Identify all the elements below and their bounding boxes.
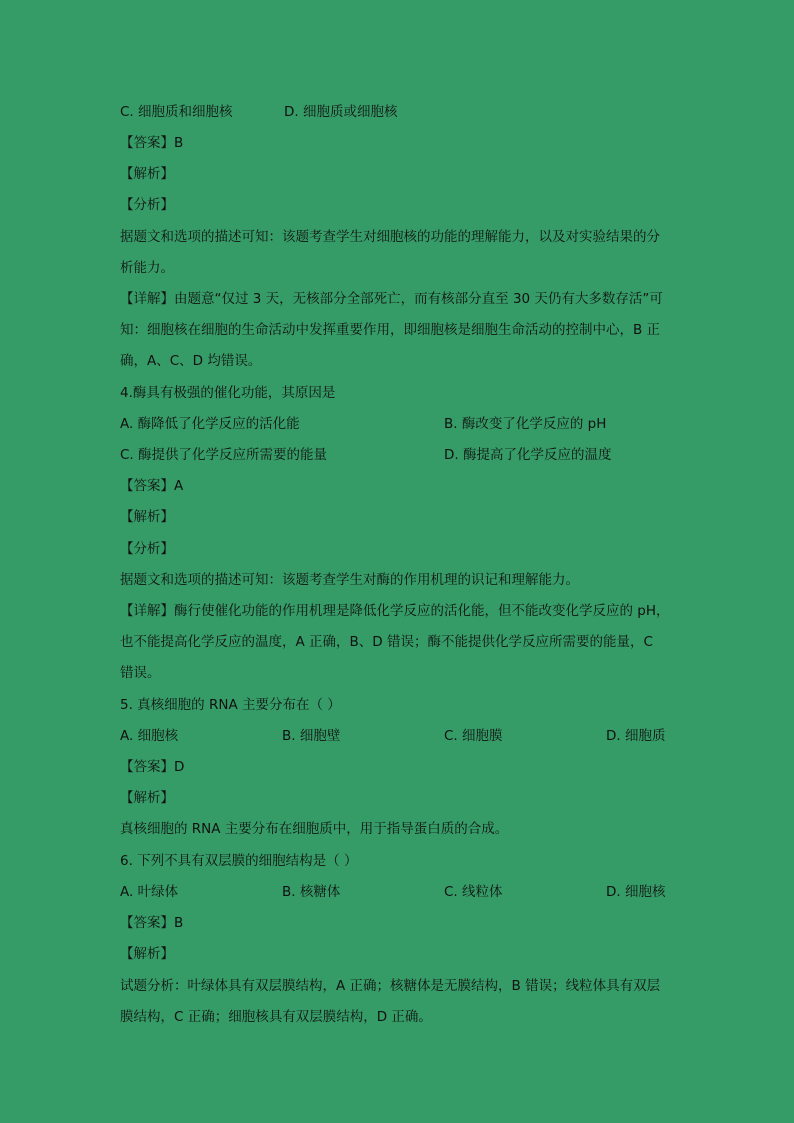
q5-option-a: A. 细胞核 [120,728,179,744]
q4-option-a: A. 酶降低了化学反应的活化能 [120,416,300,432]
q3-detail-line-1: 【详解】由题意“仅过 3 天，无核部分全部死亡，而有核部分直至 30 天仍有大多数存活”可 [120,291,663,307]
q4-option-d: D. 酶提高了化学反应的温度 [444,447,612,463]
q4-option-b: B. 酶改变了化学反应的 pH [444,416,607,432]
q6-explanation-line-2: 膜结构，C 正确；细胞核具有双层膜结构，D 正确。 [120,1009,432,1025]
q6-answer: 【答案】B [120,915,184,931]
q6-jiexi-heading: 【解析】 [120,946,174,962]
q3-detail-line-3: 确，A、C、D 均错误。 [120,353,262,369]
q3-analysis-line-2: 析能力。 [120,260,174,276]
q5-stem: 5. 真核细胞的 RNA 主要分布在（ ） [120,697,341,713]
q4-analysis: 据题文和选项的描述可知：该题考查学生对酶的作用机理的识记和理解能力。 [120,572,579,588]
q4-jiexi-heading: 【解析】 [120,509,174,525]
q4-detail-line-1: 【详解】酶行使催化功能的作用机理是降低化学反应的活化能，但不能改变化学反应的 pH， [120,603,670,619]
q3-answer: 【答案】B [120,135,184,151]
q3-jiexi-heading: 【解析】 [120,166,174,182]
q5-explanation: 真核细胞的 RNA 主要分布在细胞质中，用于指导蛋白质的合成。 [120,821,509,837]
q3-detail-line-2: 知：细胞核在细胞的生命活动中发挥重要作用，即细胞核是细胞生命活动的控制中心，B 正 [120,322,661,338]
q6-stem: 6. 下列不具有双层膜的细胞结构是（ ） [120,853,358,869]
q6-option-c: C. 线粒体 [444,884,503,900]
q3-analysis-line-1: 据题文和选项的描述可知：该题考查学生对细胞核的功能的理解能力，以及对实验结果的分 [120,229,660,245]
q4-answer: 【答案】A [120,478,184,494]
q6-option-a: A. 叶绿体 [120,884,179,900]
q3-option-d: D. 细胞质或细胞核 [284,104,398,120]
q4-detail-line-3: 错误。 [120,665,161,681]
q5-jiexi-heading: 【解析】 [120,790,174,806]
q5-option-b: B. 细胞壁 [282,728,341,744]
q5-option-c: C. 细胞膜 [444,728,503,744]
q6-option-d: D. 细胞核 [606,884,666,900]
q6-explanation-line-1: 试题分析：叶绿体具有双层膜结构，A 正确；核糖体是无膜结构，B 错误；线粒体具有双层 [120,978,661,994]
q4-option-c: C. 酶提供了化学反应所需要的能量 [120,447,328,463]
q3-fenxi-heading: 【分析】 [120,197,174,213]
q4-detail-line-2: 也不能提高化学反应的温度，A 正确，B、D 错误；酶不能提供化学反应所需要的能量，C [120,634,653,650]
q6-option-b: B. 核糖体 [282,884,341,900]
q4-fenxi-heading: 【分析】 [120,541,174,557]
q5-answer: 【答案】D [120,759,185,775]
q5-option-d: D. 细胞质 [606,728,666,744]
q4-stem: 4.酶具有极强的催化功能，其原因是 [120,385,336,401]
q3-option-c: C. 细胞质和细胞核 [120,104,233,120]
